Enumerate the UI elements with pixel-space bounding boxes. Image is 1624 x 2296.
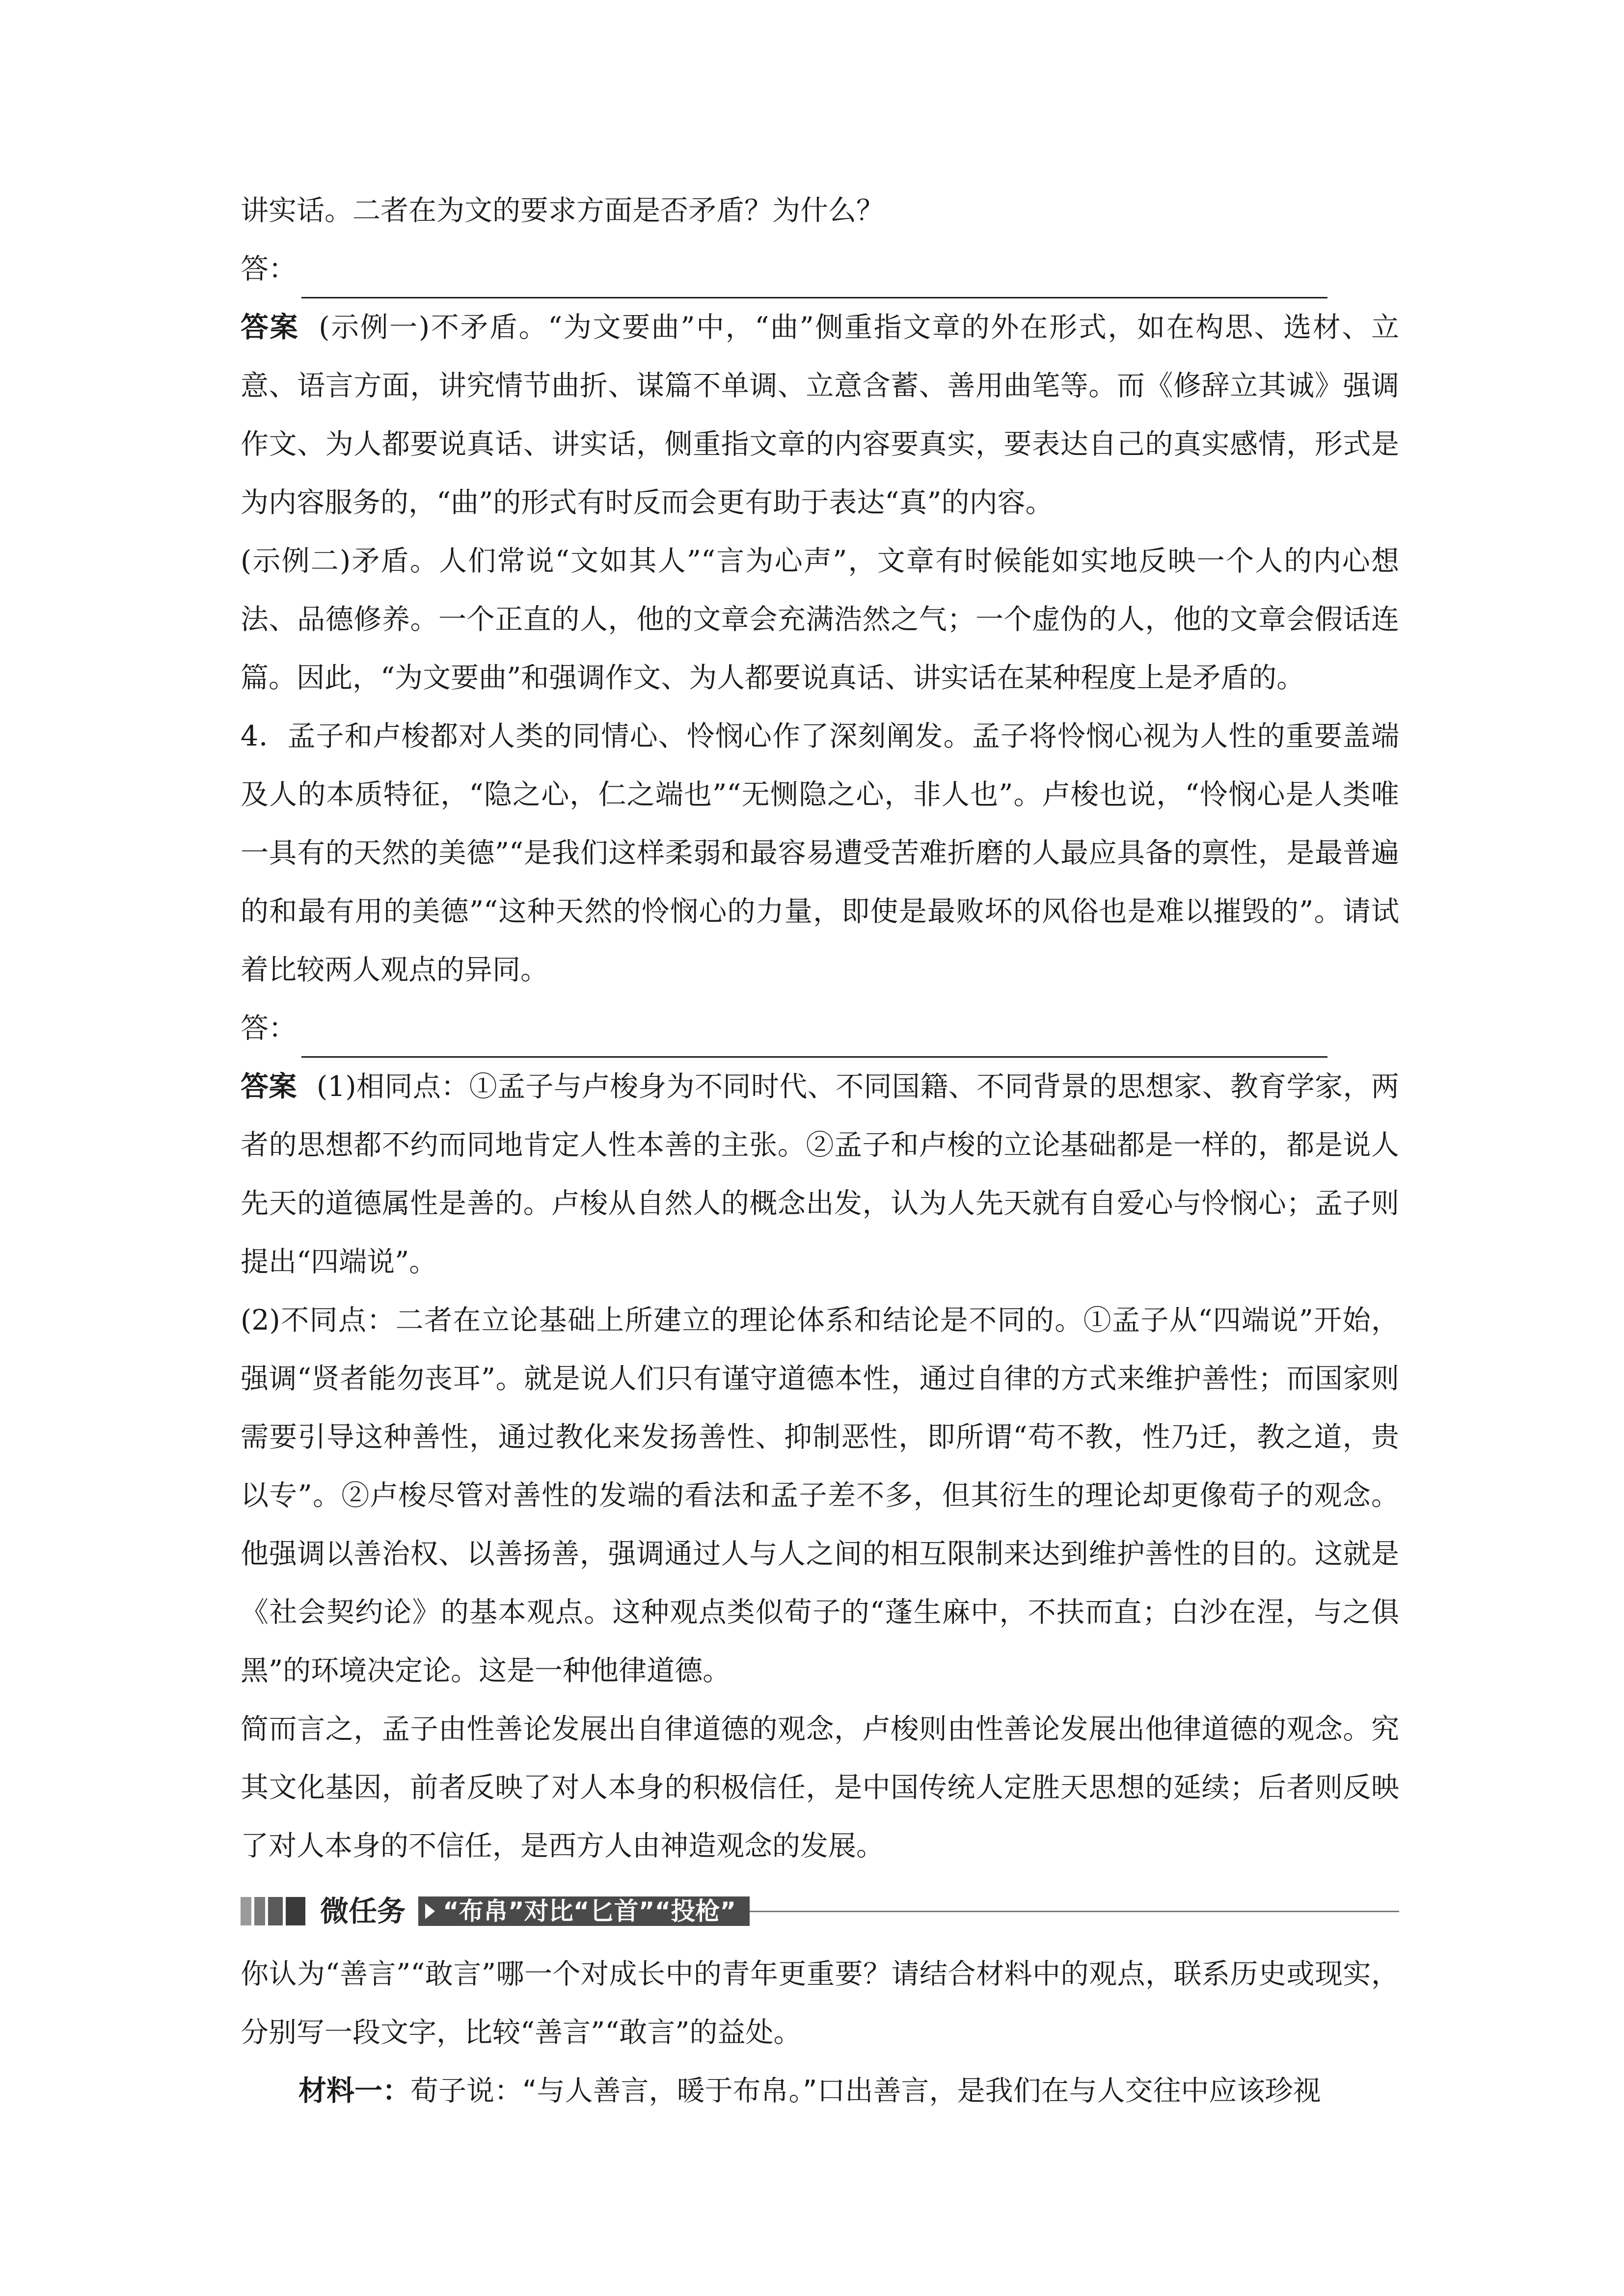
answer-underline[interactable] — [301, 1026, 1327, 1058]
banner-blocks-icon — [241, 1897, 305, 1925]
material-1 — [241, 2062, 1399, 2120]
answer-4-part-1 — [241, 1058, 1399, 1291]
answer-label: 答案 — [241, 311, 299, 344]
question-4: 4．孟子和卢梭都对人类的同情心、怜悯心作了深刻阐发。孟子将怜悯心视为人性的重要盖端及人的本质特征，“隐之心，仁之端也”“无恻隐之心，非人也”。卢梭也说，“怜悯心是人类唯一具有的天然的美德”“是我们这样柔弱和最容易遭受苦难折磨的人最应具备的禀性，是最普遍的和最有用的美德”“这种天然的怜悯心的力量，即使是最败坏的风俗也是难以摧毁的”。请试着比较两人观点的异同。 — [241, 720, 1399, 986]
answer-prompt: 答： — [241, 1012, 297, 1044]
material-label: 材料一： — [298, 2075, 410, 2107]
answer-3-example-2: (示例二)矛盾。人们常说“文如其人”“言为心声”，文章有时候能如实地反映一个人的内心想法、品德修养。一个正直的人，他的文章会充满浩然之气；一个虚伪的人，他的文章会假话连篇。因此，“为文要曲”和强调作文、为人都要说真话、讲实话在某种程度上是矛盾的。 — [241, 545, 1399, 694]
answer-4-part-2: (2)不同点：二者在立论基础上所建立的理论体系和结论是不同的。①孟子从“四端说”开始，强调“贤者能勿丧耳”。就是说人们只有谨守道德本性，通过自律的方式来维护善性；而国家则需要引导这种善性，通过教化来发扬善性、抑制恶性，即所谓“苟不教，性乃迁，教之道，贵以专”。②卢梭尽管对善性的发端的看法和孟子差不多，但其衍生的理论却更像荀子的观念。他强调以善治权、以善扬善，强调通过人与人之间的相互限制来达到维护善性的目的。这就是《社会契约论》的基本观点。这种观点类似荀子的“蓬生麻中，不扶而直；白沙在涅，与之俱黑”的环境决定论。这是一种他律道德。 — [241, 1304, 1399, 1687]
answer-line-3[interactable] — [241, 240, 1399, 298]
task-prompt: 你认为“善言”“敢言”哪一个对成长中的青年更重要？请结合材料中的观点，联系历史或现实，分别写一段文字，比较“善言”“敢言”的益处。 — [241, 1958, 1399, 2049]
arrow-right-icon — [425, 1903, 435, 1919]
banner-tag-text: “布帛”对比“匕首”“投枪” — [443, 1896, 736, 1925]
banner-rule — [750, 1911, 1399, 1912]
answer-underline[interactable] — [301, 267, 1327, 298]
question-3-tail: 讲实话。二者在为文的要求方面是否矛盾？为什么？ — [241, 194, 884, 227]
answer-prompt: 答： — [241, 253, 297, 285]
banner-title: 微任务 — [320, 1894, 406, 1928]
micro-task-banner — [241, 1882, 1399, 1940]
content-column — [241, 182, 1399, 2120]
answer-4-part-1-text: (1)相同点：①孟子与卢梭身为不同时代、不同国籍、不同背景的思想家、教育学家，两者的思想都不约而同地肯定人性本善的主张。②孟子和卢梭的立论基础都是一样的，都是说人先天的道德属性是善的。卢梭从自然人的概念出发，认为人先天就有自爱心与怜悯心；孟子则提出“四端说”。 — [241, 1070, 1399, 1278]
answer-label: 答案 — [241, 1070, 297, 1103]
banner-tag — [418, 1896, 750, 1926]
answer-3-example-1 — [241, 298, 1399, 532]
answer-3-example-1-text: (示例一)不矛盾。“为文要曲”中，“曲”侧重指文章的外在形式，如在构思、选材、立意、语言方面，讲究情节曲折、谋篇不单调、立意含蓄、善用曲笔等。而《修辞立其诚》强调作文、为人都要说真话、讲实话，侧重指文章的内容要真实，要表达自己的真实感情，形式是为内容服务的，“曲”的形式有时反而会更有助于表达“真”的内容。 — [241, 311, 1399, 519]
answer-line-4[interactable] — [241, 999, 1399, 1058]
material-1-text: 荀子说：“与人善言，暖于布帛。”口出善言，是我们在与人交往中应该珍视 — [410, 2075, 1321, 2107]
answer-4-summary: 简而言之，孟子由性善论发展出自律道德的观念，卢梭则由性善论发展出他律道德的观念。究其文化基因，前者反映了对人本身的积极信任，是中国传统人定胜天思想的延续；后者则反映了对人本身的不信任，是西方人由神造观念的发展。 — [241, 1713, 1399, 1862]
